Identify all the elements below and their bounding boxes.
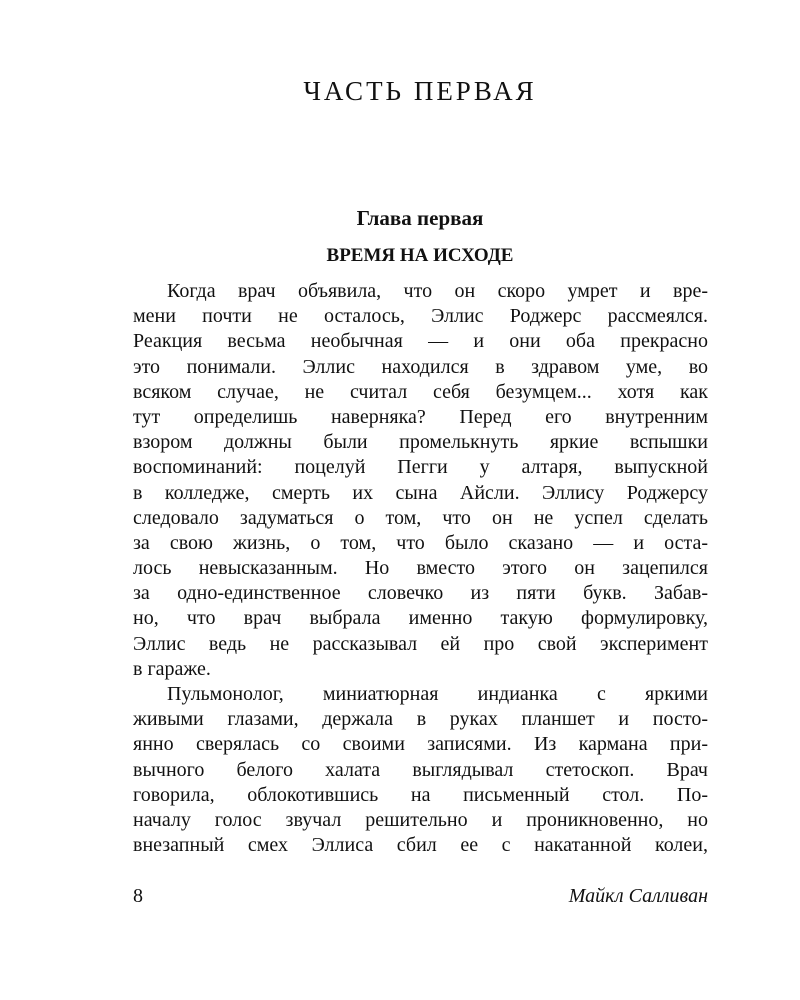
text-line: лось невысказанным. Но вместо этого он зацепился (133, 557, 708, 580)
text-line: Пульмонолог, миниатюрная индианка с яркими (167, 683, 708, 705)
text-line: Когда врач объявила, что он скоро умрет и вре- (167, 280, 708, 302)
text-line: следовало задуматься о том, что он не успел сделать (133, 506, 708, 529)
text-line: тут определишь наверняка? Перед его внутренним (133, 405, 708, 428)
text-line: Реакция весьма необычная — и они оба прекрасно (133, 330, 708, 353)
text-line: это понимали. Эллис находился в здравом уме, во (133, 355, 708, 378)
paragraph-1 (133, 279, 708, 682)
body-text (133, 279, 708, 858)
text-line: Эллис ведь не рассказывал ей про свой эксперимент (133, 632, 708, 655)
chapter-label: Глава первая (356, 206, 484, 230)
chapter-title: ВРЕМЯ НА ИСХОДЕ (326, 245, 514, 266)
text-line: но, что врач выбрала именно такую формулировку, (133, 607, 708, 630)
text-line: говорила, облокотившись на письменный стол. По- (133, 783, 708, 806)
text-line: взором должны были промелькнуть яркие вспышки (133, 431, 708, 454)
text-line: в гараже. (133, 657, 211, 680)
page-footer (133, 885, 708, 911)
text-line: за одно-единственное словечко из пяти букв. Забав- (133, 582, 708, 605)
page-number: 8 (133, 885, 143, 907)
text-line: вычного белого халата выглядывал стетоскоп. Врач (133, 758, 708, 781)
running-head-author: Майкл Салливан (568, 885, 708, 907)
text-line: всяком случае, не считал себя безумцем... хотя как (133, 380, 708, 403)
text-line: внезапный смех Эллиса сбил ее с накатанной колеи, (133, 834, 708, 857)
text-line: мени почти не осталось, Эллис Роджерс рассмеялся. (133, 305, 708, 328)
paragraph-2 (133, 682, 708, 858)
text-line: янно сверялась со своими записями. Из кармана при- (133, 733, 708, 756)
text-line: живыми глазами, держала в руках планшет и посто- (133, 708, 708, 731)
text-line: началу голос звучал решительно и проникновенно, но (133, 808, 708, 831)
text-line: воспоминаний: поцелуй Пегги у алтаря, выпускной (133, 456, 708, 479)
text-line: в колледже, смерть их сына Айсли. Эллису Роджерсу (133, 481, 708, 504)
part-title: ЧАСТЬ ПЕРВАЯ (303, 76, 537, 106)
text-line: за свою жизнь, о том, что было сказано — и оста- (133, 531, 708, 554)
